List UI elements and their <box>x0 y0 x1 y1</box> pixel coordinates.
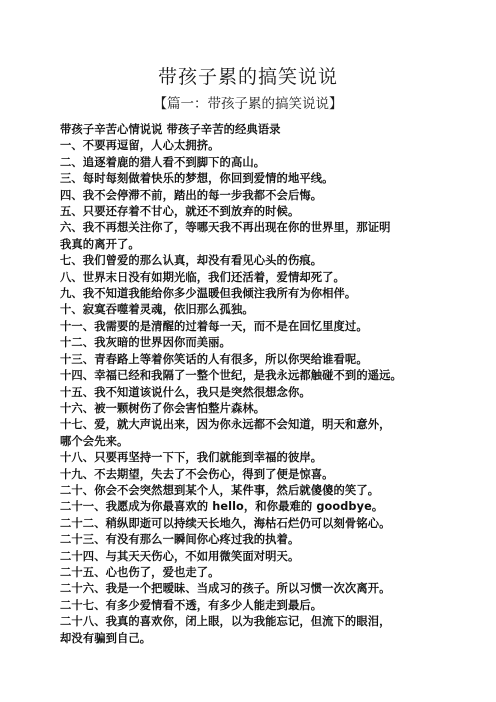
quote-line: 一、不要再逗留，人心太拥挤。 <box>60 139 220 153</box>
quote-line: 二十七、有多少爱情看不透，有多少人能走到最后。 <box>60 598 323 612</box>
quote-line: 十三、青春路上等着你笑话的人有很多，所以你哭给谁看呢。 <box>60 352 368 366</box>
quote-line: 二十一、我愿成为你最喜欢的 hello，和你最难的 goodbye。 <box>60 500 384 514</box>
quote-line: 十五、我不知道该说什么，我只是突然很想念你。 <box>60 385 311 399</box>
quote-line: 五、只要还存着不甘心，就还不到放弃的时候。 <box>60 205 300 219</box>
quote-line: 二、追逐着鹿的猎人看不到脚下的高山。 <box>60 155 266 169</box>
quote-list <box>60 138 460 647</box>
quote-line: 四、我不会停滞不前，踏出的每一步我都不会后悔。 <box>60 188 323 202</box>
quote-line: 二十六、我是一个把暧昧、当成习的孩子。所以习惯一次次离开。 <box>60 582 391 596</box>
quote-line: 十一、我需要的是清醒的过着每一天，而不是在回忆里度过。 <box>60 319 368 333</box>
quote-line: 我真的离开了。 <box>60 237 140 251</box>
quote-line: 六、我不再想关注你了，等哪天我不再出现在你的世界里，那证明 <box>60 221 391 235</box>
quote-line: 十四、幸福已经和我隔了一整个世纪，是我永远都触碰不到的遥远。 <box>60 369 402 383</box>
quote-line: 七、我们曾爱的那么认真，却没有看见心头的伤痕。 <box>60 254 323 268</box>
quote-line: 二十八、我真的喜欢你，闭上眼，以为我能忘记，但流下的眼泪， <box>60 615 391 629</box>
quote-line: 九、我不知道我能给你多少温暖但我倾注我所有为你相伴。 <box>60 287 357 301</box>
quote-line: 十七、爱，就大声说出来，因为你永远都不会知道，明天和意外， <box>60 418 391 432</box>
quote-line: 哪个会先来。 <box>60 434 129 448</box>
quote-line: 二十四、与其天天伤心，不如用微笑面对明天。 <box>60 549 300 563</box>
quote-line: 三、每时每刻做着快乐的梦想，你回到爱情的地平线。 <box>60 172 334 186</box>
quote-line: 却没有骗到自己。 <box>60 631 152 645</box>
intro-line: 带孩子辛苦心情说说 带孩子辛苦的经典语录 <box>60 123 281 136</box>
document-title: 带孩子累的搞笑说说 <box>157 66 338 88</box>
quote-line: 八、世界末日没有如期光临，我们还活着，爱情却死了。 <box>60 270 345 284</box>
quote-line: 十九、不去期望，失去了不会伤心，得到了便是惊喜。 <box>60 467 334 481</box>
quote-line: 二十、你会不会突然想到某个人，某件事，然后就傻傻的笑了。 <box>60 483 380 497</box>
quote-line: 十、寂寞吞噬着灵魂，依旧那么孤独。 <box>60 303 254 317</box>
quote-line: 二十五、心也伤了，爱也走了。 <box>60 565 220 579</box>
quote-line: 十二、我灰暗的世界因你而美丽。 <box>60 336 231 350</box>
section-title: 【篇一：带孩子累的搞笑说说】 <box>153 96 343 112</box>
quote-line: 二十三、有没有那么一瞬间你心疼过我的执着。 <box>60 533 300 547</box>
document-body <box>60 122 460 647</box>
quote-line: 十六、被一颗树伤了你会害怕整片森林。 <box>60 401 266 415</box>
quote-line: 十八、只要再坚持一下下，我们就能到幸福的彼岸。 <box>60 451 323 465</box>
quote-line: 二十二、稍纵即逝可以持续天长地久，海枯石烂仍可以刻骨铭心。 <box>60 516 391 530</box>
